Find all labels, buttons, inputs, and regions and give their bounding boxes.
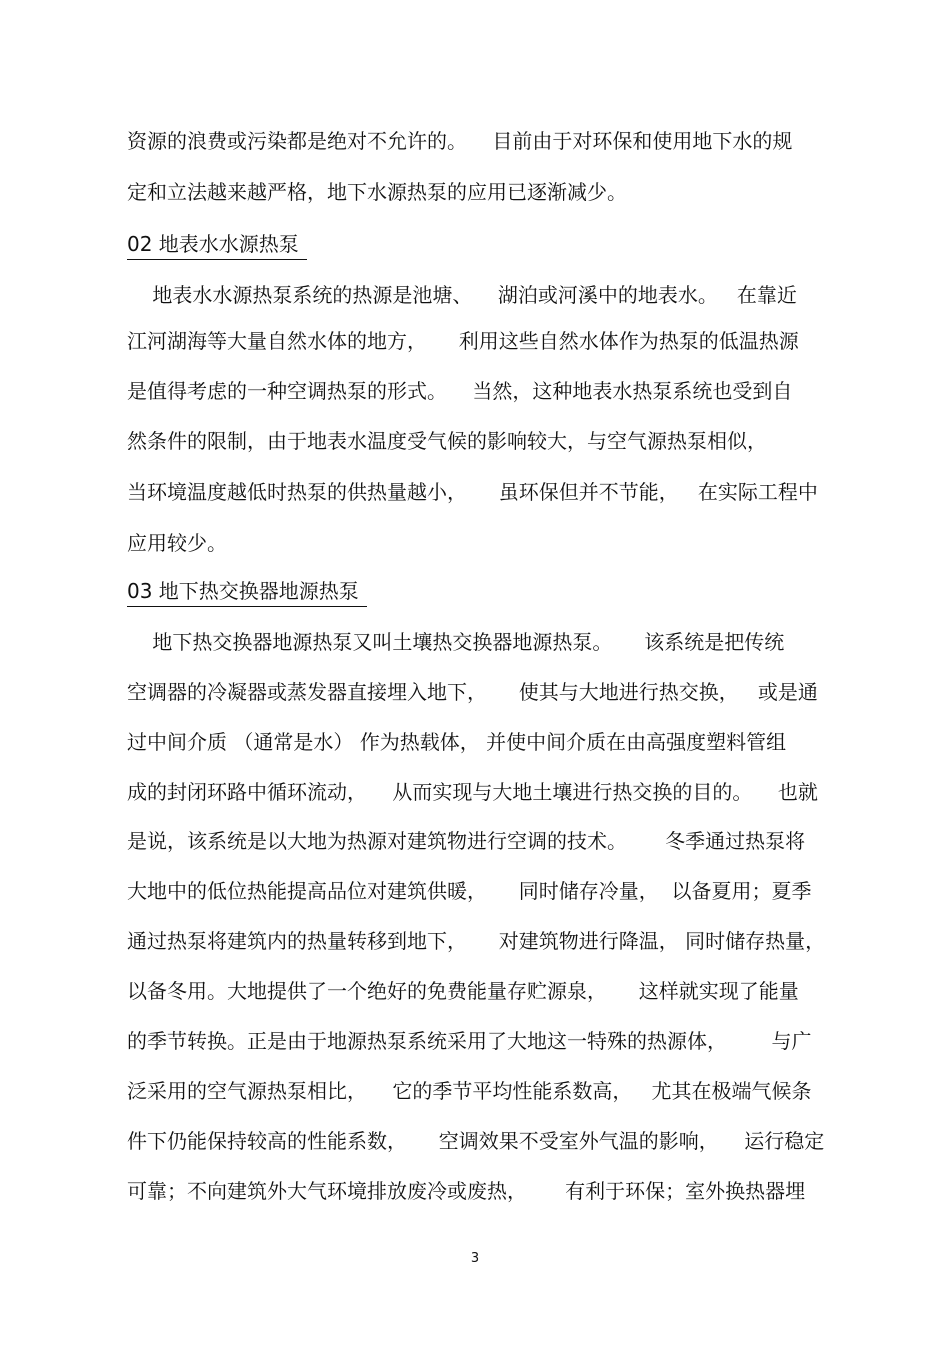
section-heading: 03 地下热交换器地源热泵 (127, 576, 367, 607)
body-text-line: 是值得考虑的一种空调热泵的形式。 当然，这种地表水热泵系统也受到自 (127, 379, 793, 403)
body-text-line: 泛采用的空气源热泵相比， 它的季节平均性能系数高， 尤其在极端气候条 (127, 1079, 812, 1103)
body-text-line: 过中间介质 （通常是水） 作为热载体， 并使中间介质在由高强度塑料管组 (127, 730, 787, 754)
body-text-line: 地表水水源热泵系统的热源是池塘、 湖泊或河溪中的地表水。 在靠近 (127, 283, 797, 307)
body-text-line: 当环境温度越低时热泵的供热量越小， 虽环保但并不节能， 在实际工程中 (127, 480, 818, 504)
body-text-line: 大地中的低位热能提高品位对建筑供暖， 同时储存冷量， 以备夏用；夏季 (127, 879, 812, 903)
body-text-line: 通过热泵将建筑内的热量转移到地下， 对建筑物进行降温， 同时储存热量， (127, 929, 826, 953)
body-text-line: 的季节转换。正是由于地源热泵系统采用了大地这一特殊的热源体， 与广 (127, 1029, 812, 1053)
body-text-line: 是说，该系统是以大地为热源对建筑物进行空调的技术。 冬季通过热泵将 (127, 829, 806, 853)
body-text-line: 江河湖海等大量自然水体的地方， 利用这些自然水体作为热泵的低温热源 (127, 329, 799, 353)
body-text-line: 然条件的限制，由于地表水温度受气候的影响较大，与空气源热泵相似， (127, 429, 767, 453)
body-text-line: 应用较少。 (127, 531, 227, 555)
body-text-line: 可靠；不向建筑外大气环境排放废冷或废热， 有利于环保；室外换热器埋 (127, 1179, 806, 1203)
body-text-line: 地下热交换器地源热泵又叫土壤热交换器地源热泵。 该系统是把传统 (127, 630, 785, 654)
body-text-line: 空调器的冷凝器或蒸发器直接埋入地下， 使其与大地进行热交换， 或是通 (127, 680, 818, 704)
body-text-line: 资源的浪费或污染都是绝对不允许的。 目前由于对环保和使用地下水的规 (127, 129, 793, 153)
body-text-line: 成的封闭环路中循环流动， 从而实现与大地土壤进行热交换的目的。 也就 (127, 780, 818, 804)
body-text-line: 以备冬用。大地提供了一个绝好的免费能量存贮源泉， 这样就实现了能量 (127, 979, 799, 1003)
body-text-line: 件下仍能保持较高的性能系数， 空调效果不受室外气温的影响， 运行稳定 (127, 1129, 825, 1153)
section-heading: 02 地表水水源热泵 (127, 229, 307, 260)
page-number: 3 (470, 1251, 480, 1266)
body-text-line: 定和立法越来越严格，地下水源热泵的应用已逐渐减少。 (127, 180, 627, 204)
